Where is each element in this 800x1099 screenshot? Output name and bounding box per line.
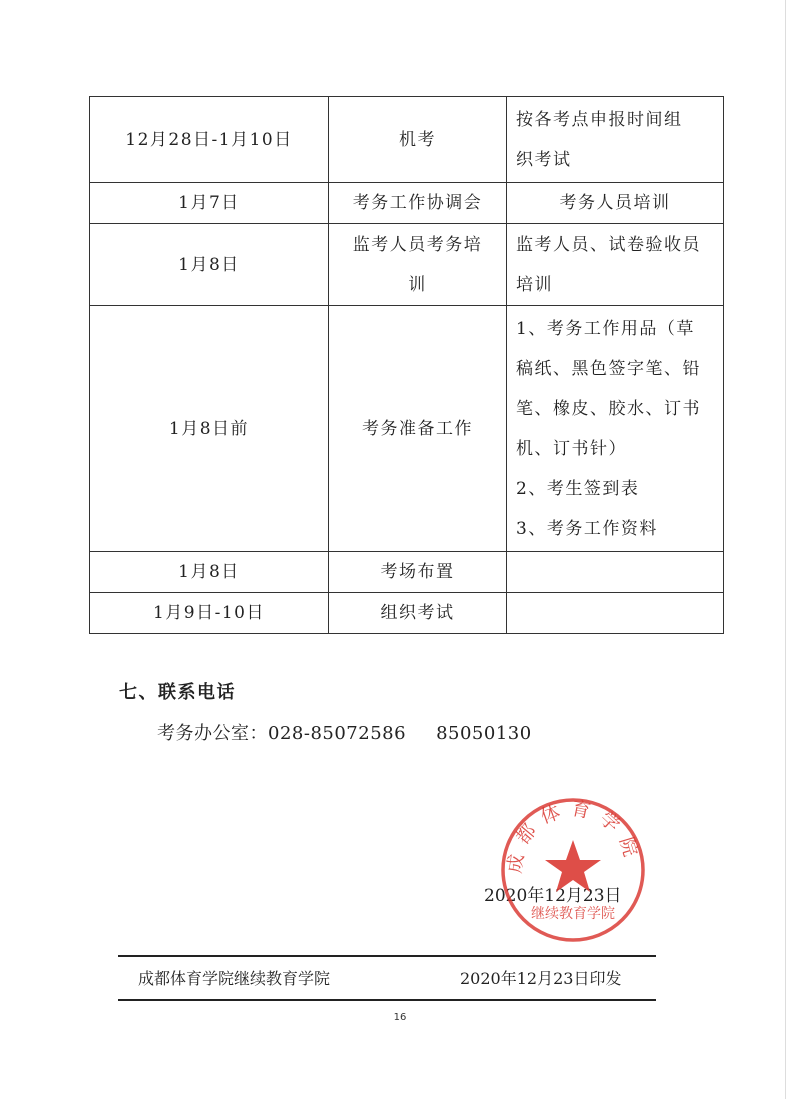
schedule-note	[507, 552, 724, 593]
schedule-date: 1月8日	[90, 224, 329, 306]
table-row	[90, 224, 724, 306]
section-heading: 七、联系电话	[119, 682, 236, 703]
footer-top-rule	[118, 955, 656, 957]
signature-date: 2020年12月23日	[484, 886, 622, 906]
contact-label: 考务办公室：	[157, 723, 268, 744]
contact-line	[157, 719, 532, 745]
schedule-note: 监考人员、试卷验收员 培训	[507, 224, 724, 306]
schedule-task: 组织考试	[329, 593, 507, 634]
schedule-note: 考务人员培训	[507, 183, 724, 224]
schedule-task: 机考	[329, 97, 507, 183]
footer-bottom-rule	[118, 999, 656, 1001]
table-row	[90, 552, 724, 593]
schedule-date: 1月8日	[90, 552, 329, 593]
page-number: 16	[393, 1012, 407, 1023]
table-row	[90, 97, 724, 183]
schedule-task: 监考人员考务培 训	[329, 224, 507, 306]
schedule-task: 考务工作协调会	[329, 183, 507, 224]
svg-text:成都体育学院: 成都体育学院	[503, 797, 645, 875]
schedule-table	[89, 96, 724, 634]
svg-text:继续教育学院: 继续教育学院	[531, 906, 615, 922]
table-row	[90, 306, 724, 552]
schedule-date: 1月9日-10日	[90, 593, 329, 634]
schedule-date: 1月8日前	[90, 306, 329, 552]
schedule-date: 12月28日-1月10日	[90, 97, 329, 183]
schedule-date: 1月7日	[90, 183, 329, 224]
schedule-note: 按各考点申报时间组 织考试	[507, 97, 724, 183]
schedule-note: 1、考务工作用品（草 稿纸、黑色签字笔、铅 笔、橡皮、胶水、订书 机、订书针） 2、考生签到表 3、考务工作资料	[507, 306, 724, 552]
official-seal-stamp	[497, 794, 649, 946]
page-edge-line	[785, 0, 786, 1099]
footer-issuer: 成都体育学院继续教育学院	[138, 969, 331, 988]
table-row	[90, 593, 724, 634]
schedule-task: 考场布置	[329, 552, 507, 593]
contact-phone-secondary: 85050130	[436, 723, 532, 744]
table-row	[90, 183, 724, 224]
contact-phone-primary: 028-85072586	[268, 723, 407, 744]
footer-issue-date: 2020年12月23日印发	[460, 969, 622, 988]
schedule-task: 考务准备工作	[329, 306, 507, 552]
schedule-note	[507, 593, 724, 634]
